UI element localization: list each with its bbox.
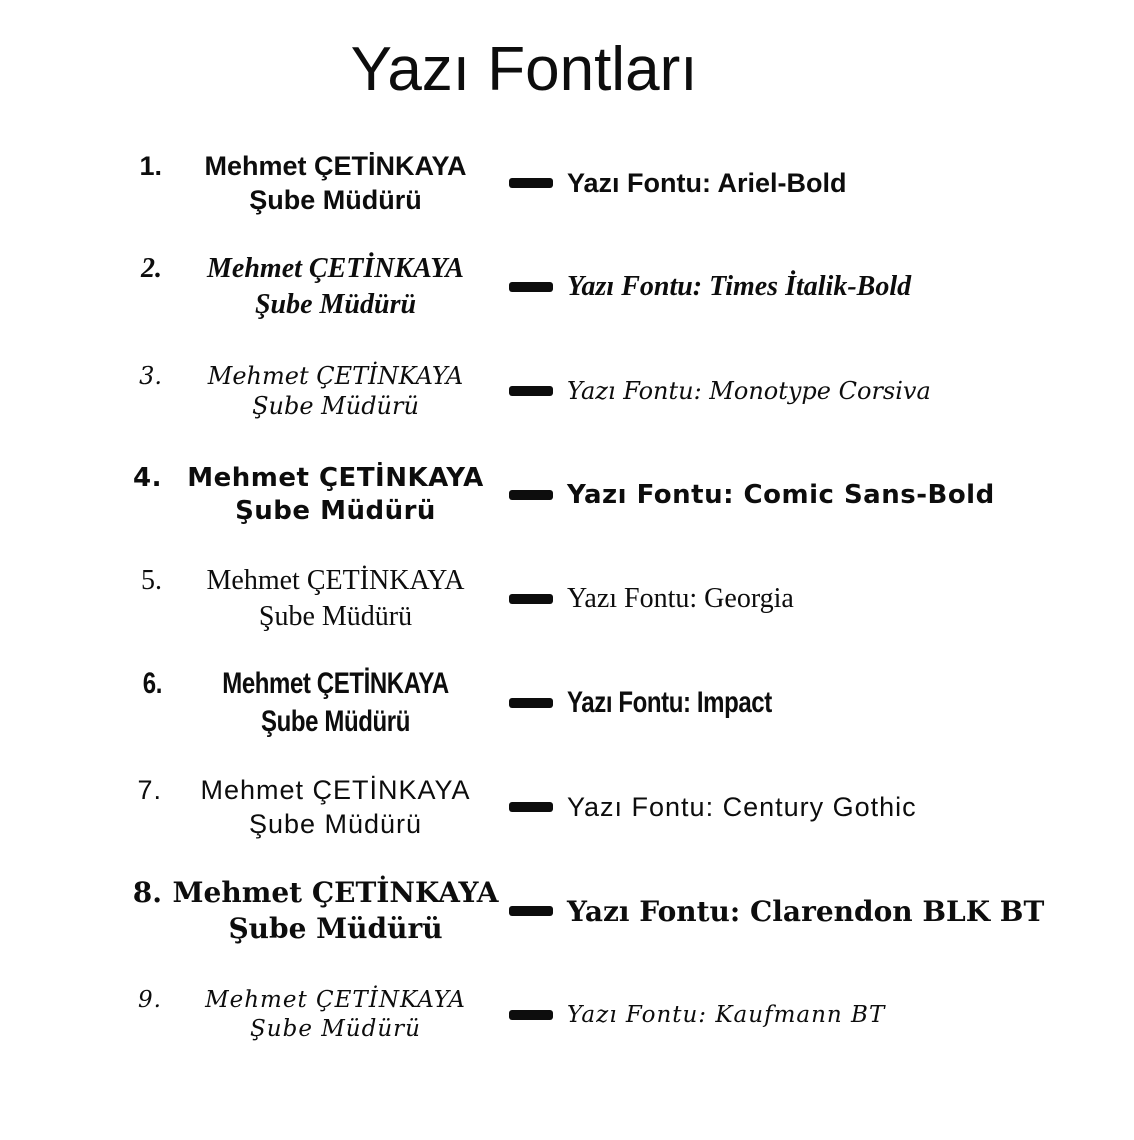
sample-name: Mehmet ÇETİNKAYA — [206, 565, 465, 597]
row-left — [118, 462, 509, 529]
font-label: Yazı Fontu: Monotype Corsiva — [567, 377, 931, 406]
font-sample — [162, 361, 509, 422]
sample-name: Mehmet ÇETİNKAYA — [204, 150, 467, 181]
font-row-4 — [0, 443, 1134, 547]
sample-name: Mehmet ÇETİNKAYA — [207, 361, 464, 390]
sample-title: Şube Müdürü — [258, 601, 413, 633]
font-rows — [0, 131, 1134, 1067]
row-left — [118, 149, 509, 218]
font-row-7 — [0, 755, 1134, 859]
row-left — [118, 875, 509, 947]
font-row-1 — [0, 131, 1134, 235]
row-left — [118, 563, 509, 635]
font-row-9 — [0, 963, 1134, 1067]
connector-dash — [509, 906, 553, 916]
sample-name: Mehmet ÇETİNKAYA — [200, 774, 471, 805]
sample-name: Mehmet ÇETİNKAYA — [222, 666, 449, 700]
font-label: Yazı Fontu: Kaufmann BT — [567, 1002, 886, 1029]
row-number: 6. — [142, 666, 162, 700]
sample-name: Mehmet ÇETİNKAYA — [207, 253, 464, 285]
connector-dash — [509, 282, 553, 292]
font-label: Yazı Fontu: Georgia — [567, 583, 794, 615]
row-left — [118, 986, 509, 1045]
sample-title: Şube Müdürü — [249, 185, 422, 216]
sample-title: Şube Müdürü — [235, 496, 436, 527]
sample-title: Şube Müdürü — [228, 912, 443, 946]
row-number: 9. — [138, 986, 162, 1013]
font-row-3 — [0, 339, 1134, 443]
font-sample — [162, 563, 509, 635]
sample-title: Şube Müdürü — [254, 289, 417, 321]
font-sample — [162, 773, 509, 842]
connector-dash — [509, 698, 553, 708]
row-number: 1. — [139, 150, 162, 181]
font-row-5 — [0, 547, 1134, 651]
font-sample — [162, 251, 509, 323]
row-number: 7. — [137, 774, 162, 805]
row-number: 4. — [133, 463, 162, 494]
connector-dash — [509, 490, 553, 500]
font-sample — [162, 875, 509, 947]
font-label: Yazı Fontu: Ariel-Bold — [567, 167, 847, 198]
row-number: 2. — [141, 253, 162, 285]
connector-dash — [509, 386, 553, 396]
sample-name: Mehmet ÇETİNKAYA — [172, 876, 499, 910]
font-sample — [162, 462, 509, 529]
font-label: Yazı Fontu: Century Gothic — [567, 791, 917, 822]
font-label: Yazı Fontu: Impact — [567, 686, 772, 720]
row-left — [118, 773, 509, 842]
font-label: Yazı Fontu: Clarendon BLK BT — [567, 894, 1045, 928]
font-sample — [162, 149, 509, 218]
font-sample — [162, 986, 509, 1045]
connector-dash — [509, 1010, 553, 1020]
font-row-8 — [0, 859, 1134, 963]
font-label: Yazı Fontu: Times İtalik-Bold — [567, 271, 912, 303]
font-sample — [197, 665, 475, 742]
sample-title: Şube Müdürü — [252, 392, 419, 421]
connector-dash — [509, 594, 553, 604]
connector-dash — [509, 802, 553, 812]
row-number: 3. — [139, 361, 162, 390]
row-left — [118, 361, 509, 422]
font-label: Yazı Fontu: Comic Sans-Bold — [567, 480, 995, 511]
sample-title: Şube Müdürü — [250, 1016, 421, 1043]
page-title: Yazı Fontları — [350, 35, 698, 104]
sample-name: Mehmet ÇETİNKAYA — [205, 986, 466, 1013]
sample-name: Mehmet ÇETİNKAYA — [187, 463, 484, 494]
row-left — [118, 665, 509, 742]
row-number: 8. — [132, 876, 162, 910]
sample-title: Şube Müdürü — [261, 705, 410, 739]
font-row-2 — [0, 235, 1134, 339]
row-left — [118, 251, 509, 323]
connector-dash — [509, 178, 553, 188]
font-row-6 — [0, 651, 1134, 755]
row-number: 5. — [141, 565, 162, 597]
sample-title: Şube Müdürü — [248, 809, 423, 840]
